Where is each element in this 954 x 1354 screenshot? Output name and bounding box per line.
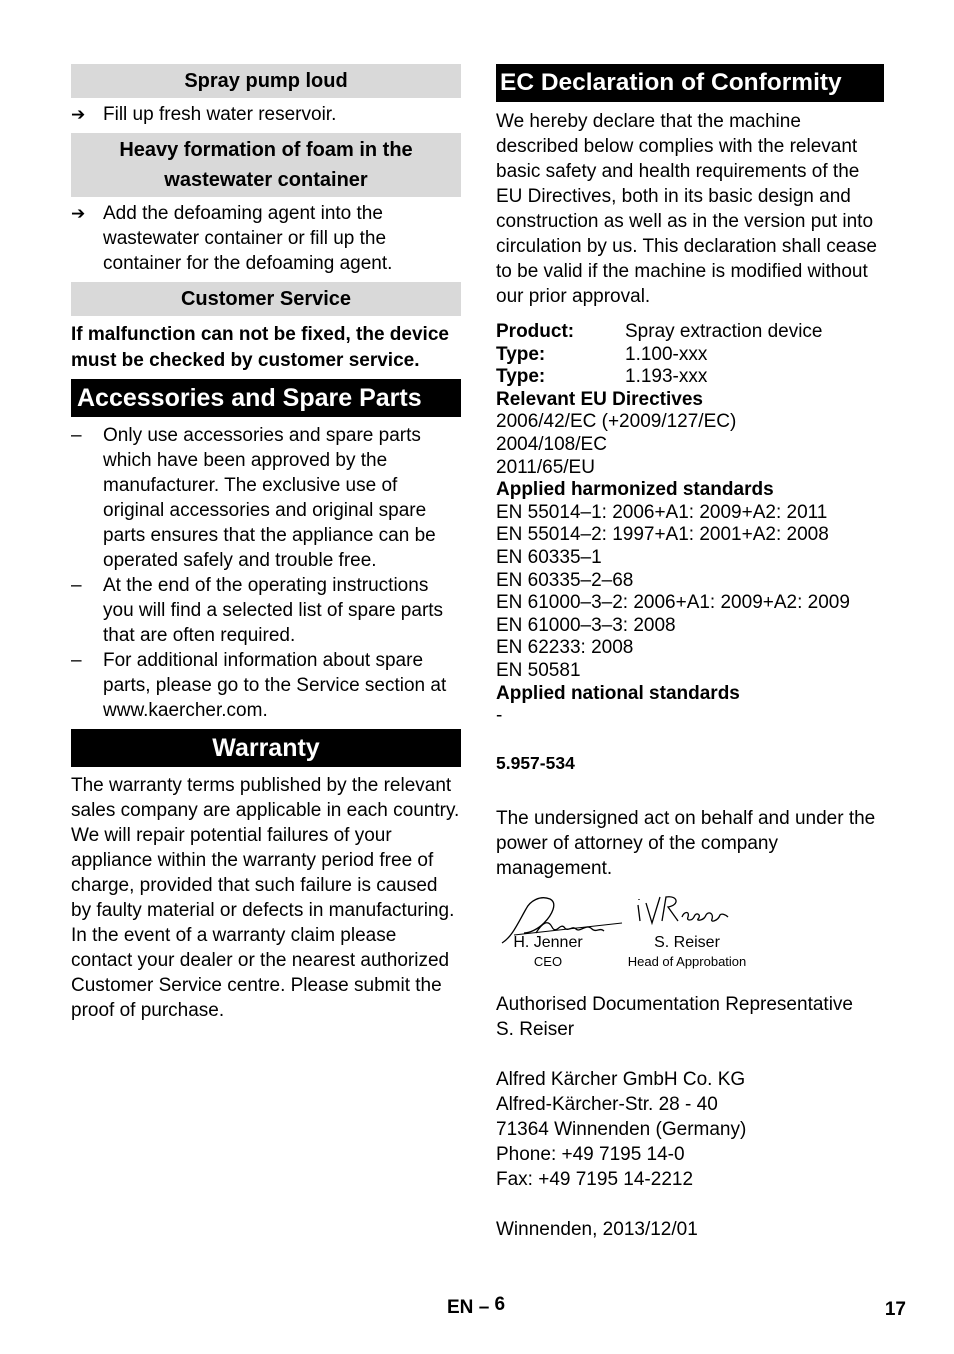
signatory-reiser	[622, 933, 752, 971]
right-column	[496, 64, 886, 1242]
warranty-heading: Warranty	[71, 729, 461, 767]
company-address	[496, 1067, 886, 1192]
ec-intro: We hereby declare that the machine described below complies with the relevant basic safety and health requirements of the EU Directives, both in its basic design and construction as well as in the version put into circulation by us. This declaration shall cease to be valid if the machine is modified without our prior approval.	[496, 111, 877, 307]
foam-heading: Heavy formation of foam in the wastewater container	[71, 133, 461, 197]
address-line: Fax: +49 7195 14-2212	[496, 1168, 694, 1190]
product-row	[496, 321, 886, 344]
footer-language-page	[447, 1294, 506, 1319]
list-item	[71, 648, 461, 723]
warranty-text: The warranty terms published by the relevant sales company are applicable in each country. We will repair potential failures of your appliance within the warranty period free of charge, provided that such failure is caused by faulty material or defects in manufacturing. In the event of a warranty claim please contact your dealer or the nearest authorized Customer Service centre. Please submit the proof of purchase.	[71, 775, 460, 1021]
place-date: Winnenden, 2013/12/01	[496, 1218, 698, 1240]
national-value: -	[496, 705, 503, 727]
standard-item: EN 50581	[496, 659, 581, 681]
address-line: 71364 Winnenden (Germany)	[496, 1118, 747, 1140]
spray-pump-step	[71, 102, 461, 127]
footer-section-page: 6	[494, 1294, 506, 1315]
directive-item: 2004/108/EC	[496, 433, 607, 455]
document-number: 5.957-534	[496, 752, 575, 773]
standard-item: EN 55014–2: 1997+A1: 2001+A2: 2008	[496, 524, 829, 546]
signature-area	[496, 887, 886, 979]
footer-dash: –	[478, 1297, 490, 1318]
left-column	[71, 64, 461, 1023]
signatory-name: S. Reiser	[654, 933, 720, 951]
standard-item: EN 60335–2–68	[496, 569, 634, 591]
address-line: Alfred Kärcher GmbH Co. KG	[496, 1068, 746, 1090]
directives-heading: Relevant EU Directives	[496, 388, 703, 410]
spray-pump-heading: Spray pump loud	[71, 64, 461, 98]
signatory-jenner	[498, 933, 598, 971]
signatory-role: CEO	[533, 953, 563, 969]
list-item-text: At the end of the operating instructions you will find a selected list of spare parts that are often required.	[103, 575, 444, 646]
accessories-list	[71, 423, 461, 723]
customer-service-heading: Customer Service	[71, 282, 461, 316]
type-row	[496, 344, 886, 367]
foam-step-text: Add the defoaming agent into the wastewater container or fill up the container for the defoaming agent.	[103, 203, 393, 274]
standard-item: EN 62233: 2008	[496, 637, 634, 659]
standard-item: EN 61000–3–3: 2008	[496, 614, 676, 636]
dash-bullet: –	[71, 650, 82, 671]
customer-service-note: If malfunction can not be fixed, the device must be checked by customer service.	[71, 324, 449, 371]
list-item	[71, 573, 461, 648]
address-line: Phone: +49 7195 14-0	[496, 1143, 685, 1165]
auth-representative-line: Authorised Documentation Representative	[496, 993, 853, 1015]
directive-item: 2011/65/EU	[496, 456, 595, 478]
signatory-name: H. Jenner	[513, 933, 583, 951]
product-value: Spray extraction device	[625, 321, 823, 342]
standard-item: EN 61000–3–2: 2006+A1: 2009+A2: 2009	[496, 592, 850, 614]
standard-item: EN 55014–1: 2006+A1: 2009+A2: 2011	[496, 501, 828, 523]
signature-reiser	[634, 891, 734, 931]
type-row	[496, 366, 886, 389]
type-label: Type:	[496, 343, 546, 365]
type-label: Type:	[496, 366, 546, 388]
type-value: 1.100-xxx	[625, 343, 708, 365]
list-item-text: Only use accessories and spare parts which have been approved by the manufacturer. The exclusive use of original accessories and original spare parts ensures that the appliance can be operated safely and trouble free.	[103, 425, 436, 571]
dash-bullet: –	[71, 575, 82, 596]
footer-language: EN	[447, 1297, 474, 1318]
address-line: Alfred-Kärcher-Str. 28 - 40	[496, 1093, 718, 1115]
product-label: Product:	[496, 321, 575, 342]
undersigned-text: The undersigned act on behalf and under the power of attorney of the company management.	[496, 807, 876, 879]
arrow-right-icon: ➔	[71, 105, 86, 124]
spray-pump-step-text: Fill up fresh water reservoir.	[103, 104, 337, 125]
dash-bullet: –	[71, 425, 82, 446]
list-item-text: For additional information about spare parts, please go to the Service section at www.kaercher.com.	[103, 650, 447, 721]
directive-item: 2006/42/EC (+2009/127/EC)	[496, 411, 737, 433]
ec-declaration-heading: EC Declaration of Conformity	[496, 64, 884, 102]
foam-step	[71, 201, 461, 276]
type-value: 1.193-xxx	[625, 366, 708, 388]
page-number: 17	[884, 1299, 906, 1320]
accessories-heading: Accessories and Spare Parts	[71, 379, 461, 417]
harmonized-heading: Applied harmonized standards	[496, 479, 774, 501]
auth-representative-name: S. Reiser	[496, 1018, 575, 1040]
signatory-role: Head of Approbation	[627, 953, 747, 969]
arrow-right-icon: ➔	[71, 204, 86, 223]
spec-block	[496, 321, 886, 728]
standard-item: EN 60335–1	[496, 546, 602, 568]
list-item	[71, 423, 461, 573]
national-heading: Applied national standards	[496, 682, 740, 704]
